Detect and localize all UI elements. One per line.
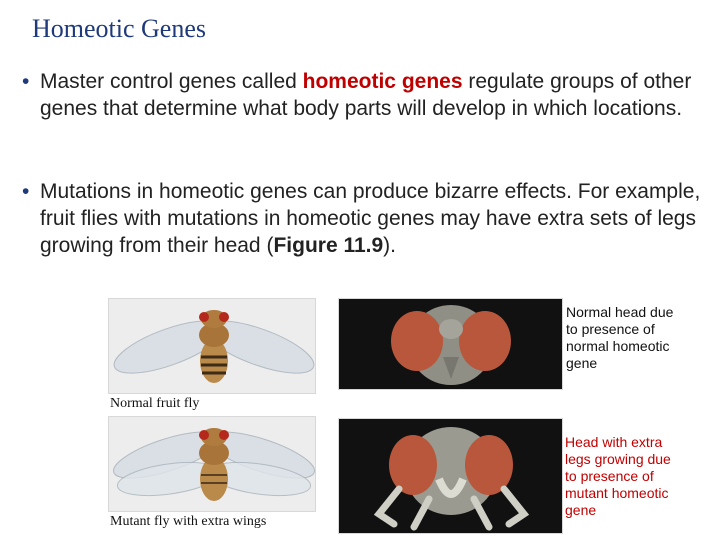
mutant-fly-illustration [109, 417, 316, 512]
bullet2-text-post: ). [383, 234, 396, 257]
normal-fly-illustration [109, 299, 316, 394]
bullet1-text-post: regulate groups of other genes that determine what body parts will develop in which locations. [40, 70, 692, 120]
bullet2-text-pre: Mutations in homeotic genes can produce bizarre effects. For example, fruit flies with mutations in homeotic genes may have extra sets of legs growing from their head ( [40, 180, 701, 257]
bullet-dot: • [22, 180, 30, 203]
mutant-fly-photo [108, 416, 316, 512]
bullet1-highlight: homeotic genes [302, 70, 463, 93]
normal-head-illustration [339, 299, 563, 390]
normal-head-caption: Normal head due to presence of normal homeotic gene [566, 304, 674, 371]
figure-reference: Figure 11.9 [273, 234, 384, 257]
mutant-head-illustration [339, 419, 563, 534]
normal-head-photo [338, 298, 563, 390]
mutant-fly-caption: Mutant fly with extra wings [110, 514, 267, 529]
bullet-homeotic-genes [22, 68, 712, 122]
normal-fly-caption: Normal fruit fly [110, 396, 200, 411]
bullet-mutations [22, 178, 712, 259]
slide-title: Homeotic Genes [32, 14, 207, 43]
mutant-head-photo [338, 418, 563, 534]
mutant-head-caption: Head with extra legs growing due to presence of mutant homeotic gene [565, 434, 671, 518]
bullet-dot: • [22, 70, 30, 93]
bullet1-text-pre: Master control genes called [40, 70, 303, 93]
normal-fly-photo [108, 298, 316, 394]
